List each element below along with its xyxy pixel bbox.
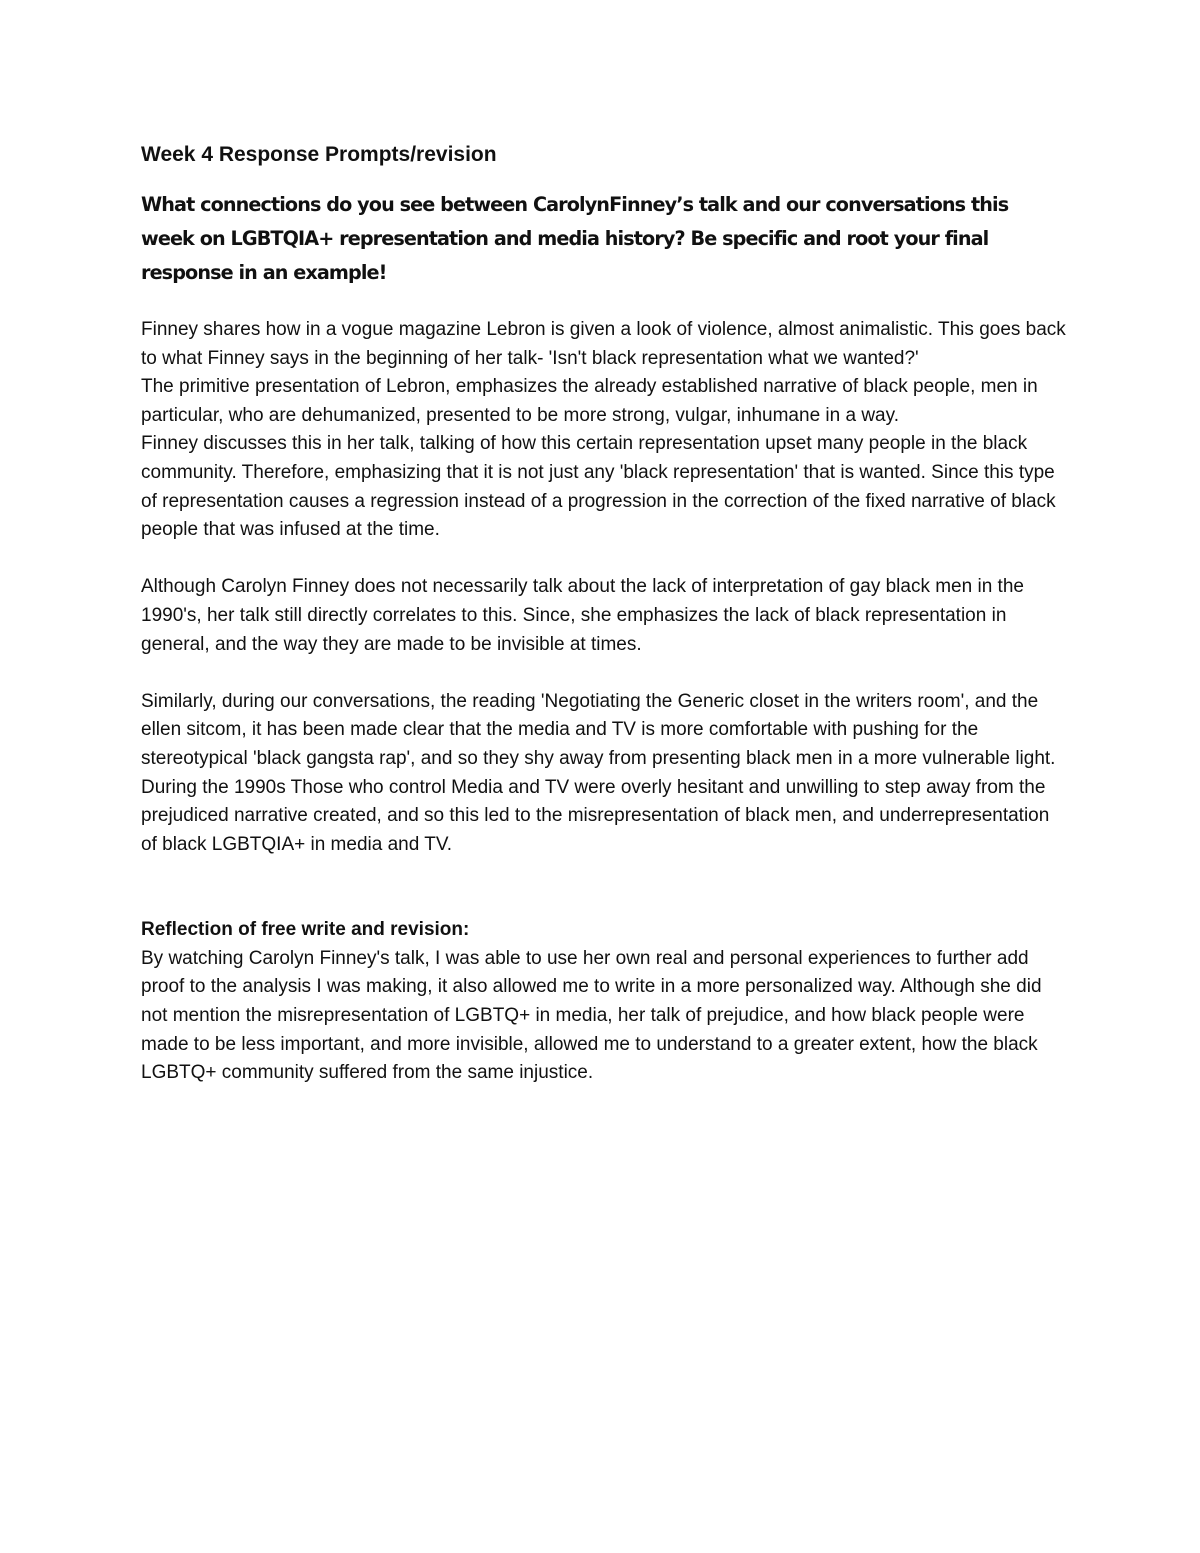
response-paragraph: The primitive presentation of Lebron, emphasizes the already established narrative of black people, men in particular, who are dehumanized, presented to be more strong, vulgar, inhumane in a way.	[141, 376, 1038, 426]
response-paragraph: Similarly, during our conversations, the reading 'Negotiating the Generic closet in the writers room', and the ellen sitcom, it has been made clear that the media and TV is more comfortable with pushing for the stereotypical 'black gangsta rap', and so they shy away from presenting black men in a more vulnerable light.	[141, 690, 1056, 769]
section-spacer	[141, 859, 1066, 916]
response-paragraph: Finney shares how in a vogue magazine Lebron is given a look of violence, almost animalistic. This goes back to what Finney says in the beginning of her talk- 'Isn't black representation what we wanted?'	[141, 319, 1066, 369]
response-paragraph: During the 1990s Those who control Media and TV were overly hesitant and unwilling to step away from the prejudiced narrative created, and so this led to the misrepresentation of black men, and underrepresentation of black LGBTQIA+ in media and TV.	[141, 776, 1050, 855]
prompt-question: What connections do you see between CarolynFinney’s talk and our conversations this week on LGBTQIA+ representation and media history? Be specific and root your final response in an example!	[141, 193, 1009, 284]
document-title: Week 4 Response Prompts/revision	[141, 143, 497, 166]
paragraph-spacer	[141, 545, 1066, 574]
response-body	[141, 316, 1066, 1088]
reflection-paragraph: By watching Carolyn Finney's talk, I was able to use her own real and personal experiences to further add proof to the analysis I was making, it also allowed me to write in a more personalized way. Although she did not mention the misrepresentation of LGBTQ+ in media, her talk of prejudice, and how black people were made to be less important, and more invisible, allowed me to understand to a greater extent, how the black LGBTQ+ community suffered from the same injustice.	[141, 947, 1042, 1084]
paragraph-spacer	[141, 659, 1066, 688]
document-content	[141, 141, 1066, 1088]
reflection-heading: Reflection of free write and revision:	[141, 919, 470, 941]
response-paragraph: Although Carolyn Finney does not necessarily talk about the lack of interpretation of gay black men in the 1990's, her talk still directly correlates to this. Since, she emphasizes the lack of black representation in general, and the way they are made to be invisible at times.	[141, 576, 1024, 655]
response-paragraph: Finney discusses this in her talk, talking of how this certain representation upset many people in the black community. Therefore, emphasizing that it is not just any 'black representation' that is wanted. Since this type of representation causes a regression instead of a progression in the correction of the fixed narrative of black people that was infused at the time.	[141, 433, 1056, 541]
